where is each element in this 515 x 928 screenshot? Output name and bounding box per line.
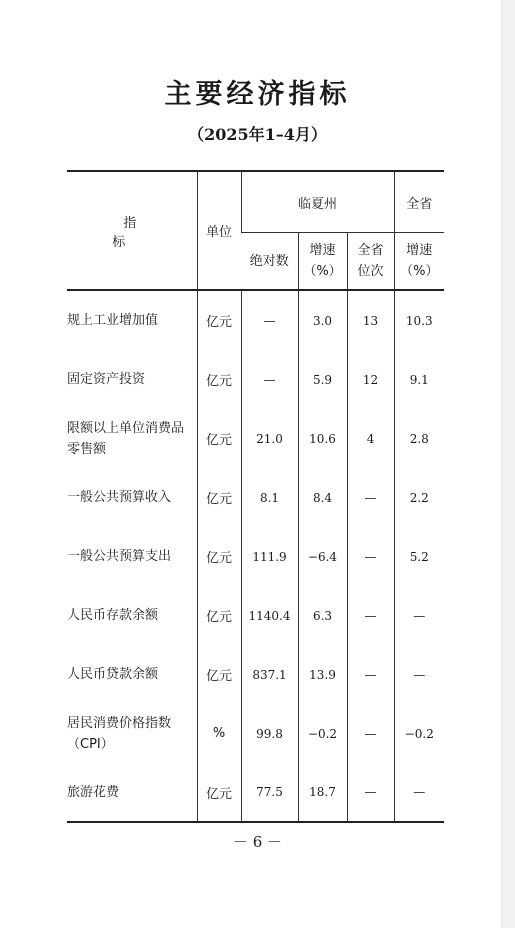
absolute-value: —: [241, 350, 298, 409]
growth-value: 8.4: [298, 468, 347, 527]
province-rank: —: [347, 763, 394, 822]
indicator-name: 一般公共预算支出: [67, 549, 172, 564]
province-growth-value: —: [394, 586, 444, 645]
page-subtitle: （2025年1–4月）: [188, 125, 327, 144]
growth-value: 13.9: [298, 645, 347, 704]
province-rank: —: [347, 586, 394, 645]
indicator-name: 规上工业增加值: [67, 313, 159, 328]
growth-value: −6.4: [298, 527, 347, 586]
header-growth: 增速 （%）: [298, 233, 347, 291]
header-province: 全省: [394, 171, 444, 233]
absolute-value: 8.1: [241, 468, 298, 527]
province-growth-value: 2.2: [394, 468, 444, 527]
unit-cell: 亿元: [197, 586, 241, 645]
table-row: [67, 527, 444, 586]
province-rank: —: [347, 527, 394, 586]
province-rank: —: [347, 704, 394, 763]
indicator-name: 人民币存款余额: [67, 608, 159, 623]
page-number: － 6 －: [232, 833, 283, 851]
unit-cell: 亿元: [197, 527, 241, 586]
province-rank: —: [347, 468, 394, 527]
growth-value: 5.9: [298, 350, 347, 409]
header-indicator: 指 标: [67, 171, 197, 290]
unit-cell: 亿元: [197, 468, 241, 527]
header-unit: 单位: [197, 171, 241, 290]
header-province-growth: 增速 （%）: [394, 233, 444, 291]
economic-indicators-table: [67, 170, 444, 823]
absolute-value: 77.5: [241, 763, 298, 822]
header-rank: 全省 位次: [347, 233, 394, 291]
page-title: 主要经济指标: [164, 79, 351, 110]
province-growth-value: —: [394, 645, 444, 704]
growth-value: 18.7: [298, 763, 347, 822]
table-row: [67, 409, 444, 468]
unit-cell: 亿元: [197, 409, 241, 468]
unit-cell: 亿元: [197, 290, 241, 350]
province-growth-value: 10.3: [394, 290, 444, 350]
indicator-name: 一般公共预算收入: [67, 490, 172, 505]
indicator-name: 旅游花费: [67, 784, 120, 800]
growth-value: 6.3: [298, 586, 347, 645]
growth-value: 10.6: [298, 409, 347, 468]
indicator-name: 居民消费价格指数（CPI）: [67, 715, 172, 752]
indicator-name: 人民币贷款余额: [67, 667, 159, 682]
province-growth-value: 2.8: [394, 409, 444, 468]
table-row: [67, 763, 444, 822]
province-growth-value: 5.2: [394, 527, 444, 586]
header-region: 临夏州: [241, 171, 394, 233]
province-growth-value: 9.1: [394, 350, 444, 409]
province-growth-value: —: [394, 763, 444, 822]
table-row: [67, 468, 444, 527]
unit-cell: %: [197, 704, 241, 763]
province-rank: 13: [347, 290, 394, 350]
table-row: [67, 350, 444, 409]
growth-value: 3.0: [298, 290, 347, 350]
province-rank: 4: [347, 409, 394, 468]
unit-cell: 亿元: [197, 763, 241, 822]
table-row: [67, 704, 444, 763]
table-row: [67, 645, 444, 704]
growth-value: −0.2: [298, 704, 347, 763]
province-rank: —: [347, 645, 394, 704]
absolute-value: 837.1: [241, 645, 298, 704]
unit-cell: 亿元: [197, 350, 241, 409]
table-row: [67, 586, 444, 645]
indicator-name: 限额以上单位消费品零售额: [67, 420, 185, 457]
table-row: [67, 290, 444, 350]
absolute-value: 111.9: [241, 527, 298, 586]
absolute-value: 21.0: [241, 409, 298, 468]
header-absolute: 绝对数: [241, 233, 298, 291]
unit-cell: 亿元: [197, 645, 241, 704]
province-rank: 12: [347, 350, 394, 409]
province-growth-value: −0.2: [394, 704, 444, 763]
absolute-value: 99.8: [241, 704, 298, 763]
indicator-name: 固定资产投资: [67, 372, 146, 387]
absolute-value: —: [241, 290, 298, 350]
absolute-value: 1140.4: [241, 586, 298, 645]
